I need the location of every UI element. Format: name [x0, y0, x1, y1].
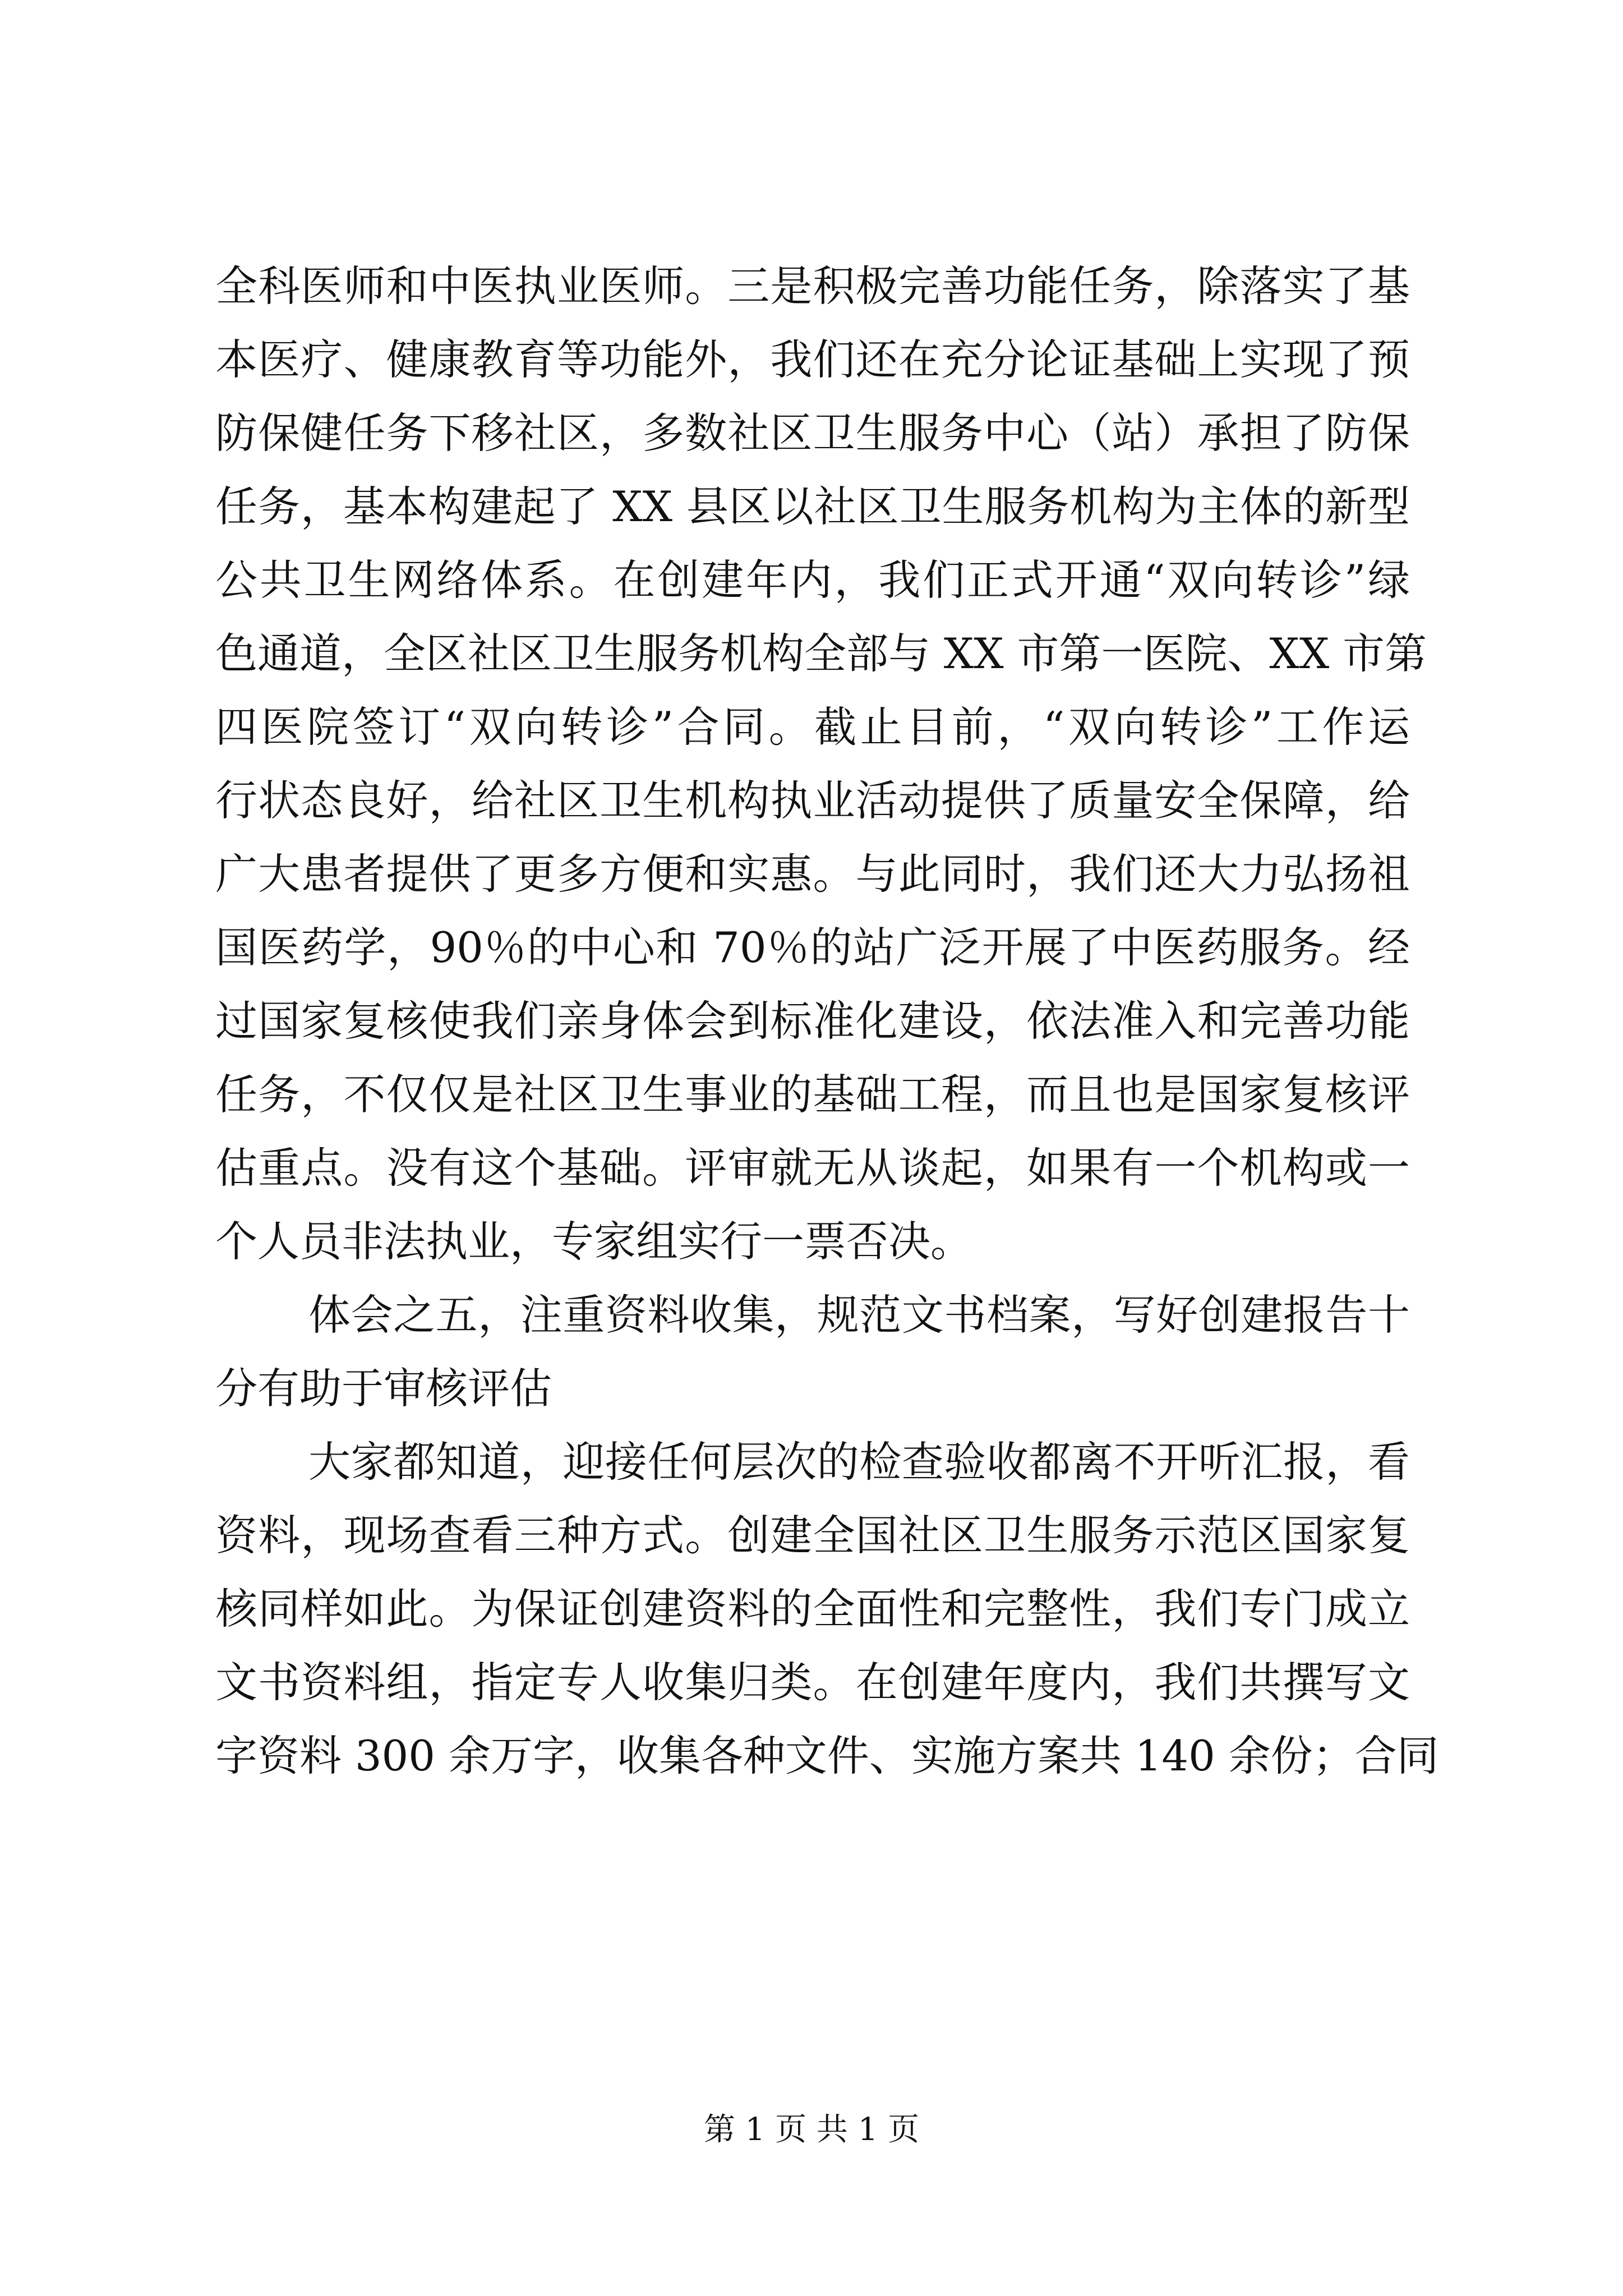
body-line: 广大患者提供了更多方便和实惠。与此同时，我们还大力弘扬祖	[215, 849, 1410, 899]
body-line: 大家都知道，迎接任何层次的检查验收都离不开听汇报，看	[308, 1437, 1410, 1487]
body-line: 估重点。没有这个基础。评审就无从谈起，如果有一个机构或一	[215, 1143, 1410, 1193]
body-line: 公共卫生网络体系。在创建年内，我们正式开通“双向转诊”绿	[215, 555, 1410, 605]
page-number: 第 1 页 共 1 页	[703, 2111, 920, 2148]
body-line: 核同样如此。为保证创建资料的全面性和完整性，我们专门成立	[215, 1584, 1410, 1634]
body-line: 全科医师和中医执业医师。三是积极完善功能任务，除落实了基	[215, 261, 1410, 311]
document-body	[215, 250, 1439, 1793]
body-line: 四医院签订“双向转诊”合同。截止目前，“双向转诊”工作运	[215, 702, 1410, 752]
body-line: 本医疗、健康教育等功能外，我们还在充分论证基础上实现了预	[215, 335, 1410, 384]
body-line: 色通道，全区社区卫生服务机构全部与 XX 市第一医院、XX 市第	[215, 629, 1427, 678]
body-line: 国医药学，90％的中心和 70％的站广泛开展了中医药服务。经	[215, 923, 1410, 972]
page-footer	[0, 2112, 1623, 2148]
body-line: 过国家复核使我们亲身体会到标准化建设，依法准入和完善功能	[215, 996, 1410, 1046]
body-line: 文书资料组，指定专人收集归类。在创建年度内，我们共撰写文	[215, 1658, 1410, 1707]
section-heading-line: 体会之五，注重资料收集，规范文书档案，写好创建报告十	[308, 1290, 1410, 1340]
section-heading-line: 分有助于审核评估	[215, 1364, 552, 1413]
body-line: 任务，不仅仅是社区卫生事业的基础工程，而且也是国家复核评	[215, 1070, 1410, 1119]
body-line: 防保健任务下移社区，多数社区卫生服务中心（站）承担了防保	[215, 408, 1410, 458]
body-line: 字资料 300 余万字，收集各种文件、实施方案共 140 余份；合同	[215, 1731, 1439, 1780]
body-line: 行状态良好，给社区卫生机构执业活动提供了质量安全保障，给	[215, 776, 1410, 825]
body-line: 任务，基本构建起了 XX 县区以社区卫生服务机构为主体的新型	[215, 482, 1410, 531]
body-line: 资料，现场查看三种方式。创建全国社区卫生服务示范区国家复	[215, 1511, 1410, 1560]
body-line: 个人员非法执业，专家组实行一票否决。	[215, 1217, 973, 1266]
